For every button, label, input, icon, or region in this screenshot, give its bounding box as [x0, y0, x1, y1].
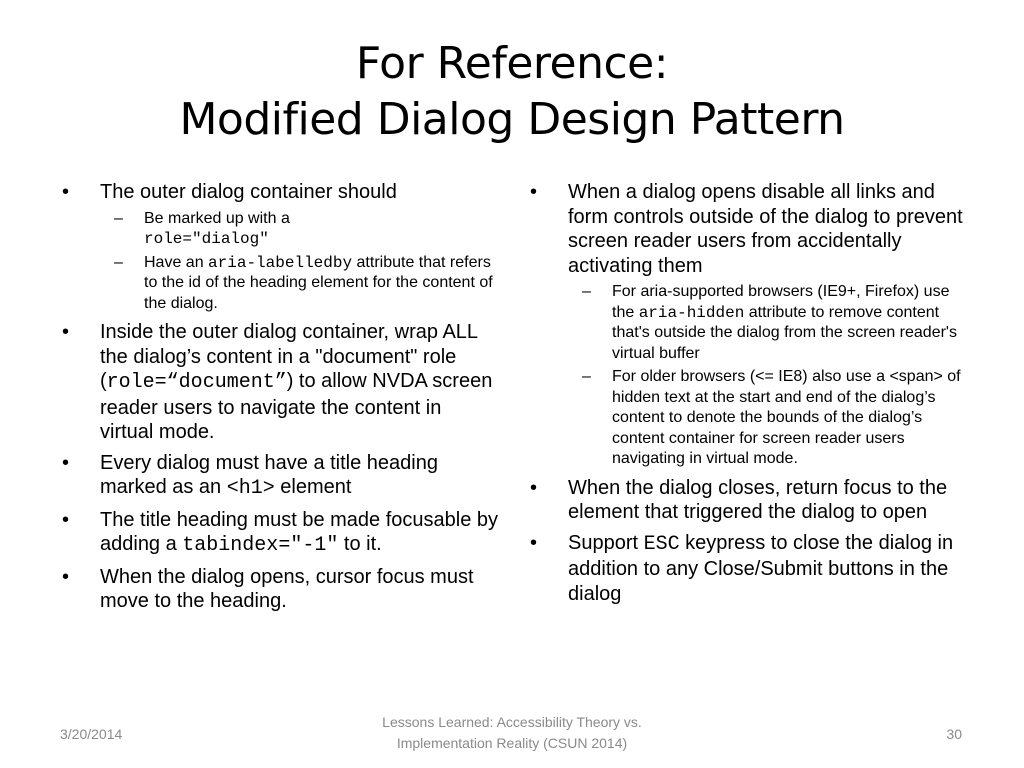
left-bullet-list	[60, 180, 500, 614]
footer-presentation-title	[340, 712, 684, 754]
right-bullet-1-sublist	[568, 282, 968, 470]
left-bullet-2	[60, 320, 500, 445]
right-sub-bullet-1-pre: For aria-supported browsers (IE9+, Firefox) use the	[612, 283, 950, 321]
left-sub-bullet-2-post: attribute that refers to the id of the heading element for the content of the dialog.	[144, 253, 493, 312]
right-bullet-3	[528, 531, 968, 607]
right-column	[528, 180, 968, 612]
left-bullet-1-sublist	[100, 209, 500, 315]
left-sub-bullet-1	[100, 209, 500, 250]
left-bullet-3-code: <h1>	[226, 477, 275, 500]
left-sub-bullet-1-text: Be marked up with a	[144, 209, 290, 227]
left-sub-bullet-2-code: aria-labelledby	[208, 253, 353, 272]
left-bullet-5-text: When the dialog opens, cursor focus must move to the heading.	[100, 565, 474, 612]
footer-date: 3/20/2014	[60, 726, 123, 742]
left-bullet-2-code: role=“document”	[106, 371, 287, 394]
left-bullet-4-code: tabindex="-1"	[182, 534, 339, 557]
left-bullet-5	[60, 565, 500, 614]
left-bullet-1	[60, 180, 500, 314]
right-bullet-list	[528, 180, 968, 606]
left-sub-bullet-1-code: role="dialog"	[144, 230, 269, 248]
left-column	[60, 180, 500, 620]
left-sub-bullet-2	[100, 253, 500, 315]
slide-number: 30	[946, 726, 962, 742]
footer-presentation-title-line-2: Implementation Reality (CSUN 2014)	[396, 735, 628, 751]
footer-presentation-title-line-1: Lessons Learned: Accessibility Theory vs.	[382, 714, 642, 730]
right-bullet-1-text: When a dialog opens disable all links and form controls outside of the dialog to prevent screen reader users from accidentally activating them	[568, 181, 963, 277]
slide-title-line-1: For Reference:	[355, 38, 669, 89]
left-bullet-4-post: to it.	[338, 533, 382, 555]
left-bullet-3	[60, 451, 500, 502]
slide-title-line-2: Modified Dialog Design Pattern	[179, 94, 845, 145]
right-bullet-3-pre: Support	[568, 531, 644, 554]
left-bullet-2-pre: Inside the outer dialog container, wrap ALL the dialog’s content in a "document" role (	[100, 321, 478, 392]
right-bullet-2	[528, 476, 968, 525]
left-bullet-4	[60, 508, 500, 559]
right-sub-bullet-1-code: aria-hidden	[638, 303, 745, 322]
right-sub-bullet-2-text: For older browsers (<= IE8) also use a <span> of hidden text at the start and end of the dialog’s content to denote the bounds of the dialog’s content container for screen reader users navigating in virtual mode.	[612, 368, 961, 467]
right-bullet-1	[528, 180, 968, 470]
right-bullet-3-post: keypress to close the dialog in addition to any Close/Submit buttons in the dialog	[568, 531, 954, 605]
right-sub-bullet-1	[568, 282, 968, 364]
left-bullet-2-post: ) to allow NVDA screen reader users to navigate the content in virtual mode.	[100, 370, 493, 443]
left-bullet-3-pre: Every dialog must have a title heading marked as an	[100, 451, 438, 498]
left-bullet-3-post: element	[274, 476, 352, 498]
left-bullet-1-text: The outer dialog container should	[100, 181, 397, 203]
slide-title	[60, 36, 964, 148]
right-bullet-3-code: ESC	[643, 532, 680, 556]
right-bullet-2-text: When the dialog closes, return focus to the element that triggered the dialog to open	[568, 476, 948, 523]
left-bullet-4-pre: The title heading must be made focusable by adding a	[100, 508, 499, 555]
left-sub-bullet-2-pre: Have an	[144, 253, 209, 271]
right-sub-bullet-2	[568, 367, 968, 470]
right-sub-bullet-1-post: attribute to remove content that's outside the dialog from the screen reader's virtual buffer	[612, 303, 957, 362]
